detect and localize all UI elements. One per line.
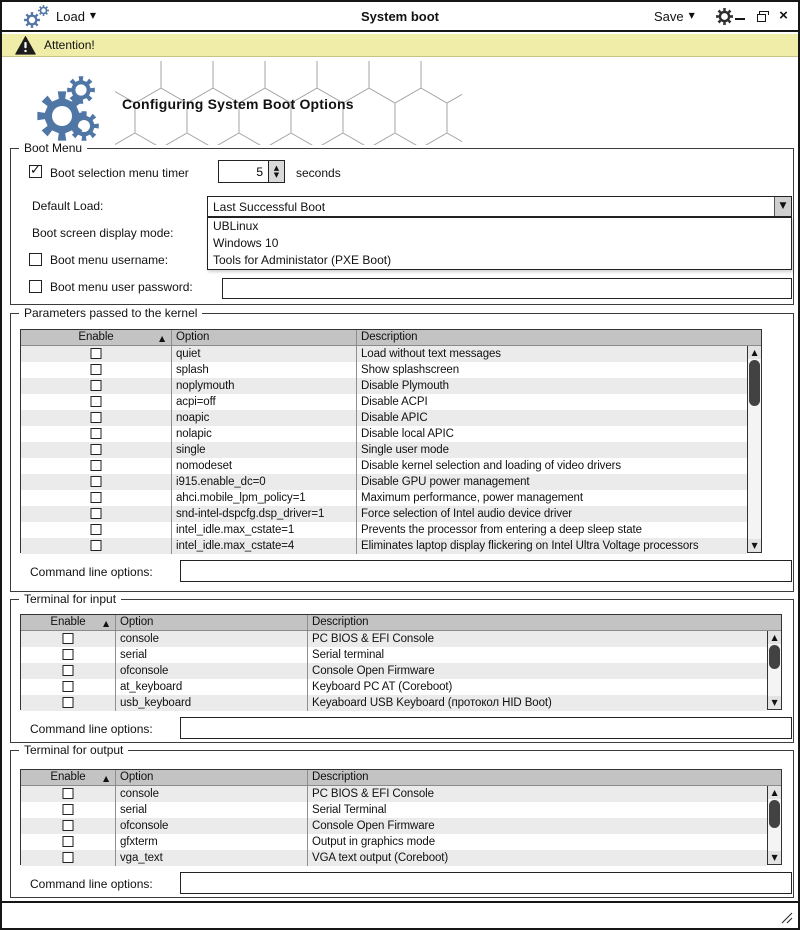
minimize-icon [735, 18, 745, 20]
option-cell: snd-intel-dspcfg.dsp_driver=1 [172, 506, 357, 522]
description-cell: Console Open Firmware [312, 820, 435, 832]
description-cell: Force selection of Intel audio device driver [361, 508, 573, 520]
enable-cell [21, 522, 172, 538]
kernel-params-group [10, 306, 794, 592]
combobox-value: Last Successful Boot [213, 199, 326, 214]
enable-checkbox[interactable] [91, 364, 102, 375]
boot-timer-label: Boot selection menu timer [50, 166, 189, 180]
option-cell: quiet [172, 346, 357, 362]
enable-checkbox[interactable] [63, 697, 74, 708]
option-cell: serial [116, 647, 308, 663]
attention-banner [2, 34, 798, 57]
chevron-down-icon: ▼ [688, 11, 695, 20]
table-row[interactable] [21, 378, 747, 394]
enable-checkbox[interactable] [63, 820, 74, 831]
small-gear-icon [67, 76, 95, 104]
enable-checkbox[interactable] [91, 380, 102, 391]
option-cell: serial [116, 802, 308, 818]
table-row[interactable] [21, 442, 747, 458]
option-cell: intel_idle.max_cstate=1 [172, 522, 357, 538]
enable-column-header[interactable]: Enable ▲ [21, 330, 172, 345]
enable-checkbox[interactable] [63, 836, 74, 847]
spin-up-icon: ▲ [273, 163, 280, 172]
terminal-output-legend: Terminal for output [19, 743, 128, 757]
enable-checkbox[interactable] [91, 492, 102, 503]
triangle-up-icon: ▲ [771, 787, 778, 797]
description-cell: Prevents the processor from entering a deep sleep state [361, 524, 642, 536]
enable-cell [21, 506, 172, 522]
resize-grip-icon[interactable] [781, 912, 793, 924]
table-row[interactable] [21, 410, 747, 426]
description-cell: Keyaboard USB Keyboard (протокол HID Boot) [312, 697, 552, 709]
kernel-cmdline-input[interactable] [180, 560, 792, 582]
enable-cell [21, 394, 172, 410]
description-cell: Disable GPU power management [361, 476, 530, 488]
description-cell: Load without text messages [361, 348, 501, 360]
password-input[interactable] [222, 278, 792, 299]
enable-cell [21, 538, 172, 554]
description-cell: Single user mode [361, 444, 449, 456]
enable-cell [21, 695, 116, 711]
enable-cell [21, 458, 172, 474]
table-row[interactable] [21, 490, 747, 506]
table-row[interactable] [21, 786, 767, 802]
enable-checkbox[interactable] [63, 665, 74, 676]
enable-cell [21, 834, 116, 850]
cmdline-label: Command line options: [30, 877, 153, 891]
enable-cell [21, 410, 172, 426]
table-row[interactable] [21, 346, 747, 362]
timer-spinner [218, 160, 285, 183]
combobox-dropdown-button[interactable] [774, 197, 791, 216]
table-row[interactable] [21, 631, 767, 647]
enable-column-header[interactable]: Enable ▲ [21, 615, 116, 630]
enable-checkbox[interactable] [91, 476, 102, 487]
description-cell: Disable Plymouth [361, 380, 449, 392]
option-cell: ofconsole [116, 818, 308, 834]
load-menu-button[interactable] [56, 2, 96, 30]
description-cell: PC BIOS & EFI Console [312, 788, 434, 800]
enable-checkbox[interactable] [91, 396, 102, 407]
enable-checkbox[interactable] [63, 681, 74, 692]
enable-checkbox[interactable] [91, 428, 102, 439]
password-checkbox[interactable] [29, 280, 42, 293]
kernel-params-legend: Parameters passed to the kernel [19, 306, 202, 320]
enable-cell [21, 442, 172, 458]
terminal-input-cmdline-input[interactable] [180, 717, 792, 739]
scroll-down-button[interactable] [748, 539, 761, 552]
option-cell: splash [172, 362, 357, 378]
option-cell: ofconsole [116, 663, 308, 679]
option-cell: nolapic [172, 426, 357, 442]
description-cell: Serial terminal [312, 649, 384, 661]
enable-checkbox[interactable] [63, 852, 74, 863]
terminal-input-group [10, 592, 794, 743]
enable-column-header[interactable]: Enable ▲ [21, 770, 116, 785]
table-row[interactable] [21, 394, 747, 410]
close-button[interactable] [777, 9, 790, 23]
description-cell: Disable kernel selection and loading of video drivers [361, 460, 621, 472]
description-cell: Output in graphics mode [312, 836, 435, 848]
table-row[interactable] [21, 522, 747, 538]
default-load-label: Default Load: [32, 199, 104, 213]
enable-cell [21, 346, 172, 362]
small-gear-icon [69, 111, 99, 141]
enable-cell [21, 631, 116, 647]
option-cell: noapic [172, 410, 357, 426]
description-cell: Keyboard PC AT (Coreboot) [312, 681, 453, 693]
option-cell: console [116, 631, 308, 647]
username-checkbox[interactable] [29, 253, 42, 266]
description-cell: VGA text output (Coreboot) [312, 852, 449, 864]
enable-checkbox[interactable] [91, 444, 102, 455]
table-row[interactable] [21, 802, 767, 818]
description-cell: Show splashscreen [361, 364, 460, 376]
scroll-up-button[interactable] [748, 346, 761, 359]
maximize-button[interactable] [755, 9, 768, 23]
triangle-down-icon: ▼ [771, 852, 778, 862]
table-header [21, 330, 761, 346]
sort-ascending-icon: ▲ [102, 619, 109, 628]
table-header [21, 770, 781, 786]
cmdline-label: Command line options: [30, 722, 153, 736]
default-load-dropdown-list [207, 217, 792, 270]
boot-menu-group [10, 141, 794, 305]
boot-timer-checkbox[interactable] [29, 165, 42, 178]
attention-label: Attention! [44, 38, 95, 52]
enable-checkbox[interactable] [63, 649, 74, 660]
option-column-header[interactable]: Option [172, 330, 357, 345]
terminal-input-table [20, 614, 782, 710]
description-cell: Console Open Firmware [312, 665, 435, 677]
option-column-header[interactable]: Option [116, 770, 308, 785]
enable-cell [21, 786, 116, 802]
option-cell: vga_text [116, 850, 308, 866]
description-cell: Disable APIC [361, 412, 428, 424]
chevron-down-icon: ▼ [89, 11, 97, 20]
option-cell: gfxterm [116, 834, 308, 850]
terminal-output-cmdline-input[interactable] [180, 872, 792, 894]
scroll-up-button[interactable] [768, 631, 781, 644]
description-cell: PC BIOS & EFI Console [312, 633, 434, 645]
dropdown-option[interactable]: Windows 10 [213, 236, 279, 250]
terminal-output-group [10, 743, 794, 898]
enable-checkbox[interactable] [91, 524, 102, 535]
option-cell: nomodeset [172, 458, 357, 474]
description-column-header[interactable]: Description [361, 331, 418, 343]
timer-value-input[interactable] [219, 161, 268, 182]
window-title: System boot [360, 8, 439, 24]
vertical-scrollbar[interactable] [747, 346, 761, 552]
vertical-scrollbar[interactable] [767, 786, 781, 864]
timer-unit-label: seconds [296, 166, 341, 180]
option-cell: console [116, 786, 308, 802]
enable-checkbox[interactable] [63, 633, 74, 644]
page-title: Configuring System Boot Options [122, 96, 354, 112]
enable-cell [21, 663, 116, 679]
table-row[interactable] [21, 458, 747, 474]
triangle-up-icon: ▲ [771, 632, 778, 642]
enable-checkbox[interactable] [91, 460, 102, 471]
load-label: Load [56, 8, 85, 24]
scroll-down-button[interactable] [768, 851, 781, 864]
option-cell: at_keyboard [116, 679, 308, 695]
scrollbar-thumb[interactable] [749, 360, 760, 406]
table-row[interactable] [21, 695, 767, 711]
description-cell: Disable local APIC [361, 428, 454, 440]
table-row[interactable] [21, 426, 747, 442]
table-row[interactable] [21, 506, 747, 522]
display-mode-label: Boot screen display mode: [32, 226, 174, 240]
enable-cell [21, 362, 172, 378]
enable-checkbox[interactable] [91, 412, 102, 423]
enable-cell [21, 850, 116, 866]
table-row[interactable] [21, 362, 747, 378]
kernel-params-table [20, 329, 762, 553]
boot-menu-legend: Boot Menu [19, 141, 87, 155]
enable-cell [21, 490, 172, 506]
settings-button[interactable] [716, 2, 733, 30]
dropdown-option[interactable]: UBLinux [213, 219, 259, 233]
save-menu-button[interactable] [654, 2, 695, 30]
minimize-button[interactable] [733, 9, 746, 23]
username-label: Boot menu username: [50, 253, 169, 267]
sort-ascending-icon: ▲ [102, 774, 109, 783]
page-header [2, 58, 798, 145]
option-cell: intel_idle.max_cstate=4 [172, 538, 357, 554]
enable-cell [21, 679, 116, 695]
option-cell: ahci.mobile_lpm_policy=1 [172, 490, 357, 506]
triangle-down-icon: ▼ [751, 540, 758, 550]
save-label: Save [654, 8, 684, 24]
enable-checkbox[interactable] [63, 804, 74, 815]
enable-checkbox[interactable] [91, 348, 102, 359]
scrollbar-thumb[interactable] [769, 800, 780, 828]
enable-checkbox[interactable] [63, 788, 74, 799]
app-gears-icon [24, 5, 56, 30]
terminal-input-legend: Terminal for input [19, 592, 121, 606]
description-cell: Maximum performance, power management [361, 492, 583, 504]
table-row[interactable] [21, 474, 747, 490]
table-row[interactable] [21, 663, 767, 679]
description-cell: Disable ACPI [361, 396, 428, 408]
spin-down-icon: ▼ [273, 170, 280, 179]
enable-checkbox[interactable] [91, 508, 102, 519]
gear-icon [716, 8, 733, 25]
spinner-buttons[interactable] [268, 161, 284, 182]
terminal-output-table [20, 769, 782, 865]
scroll-up-button[interactable] [768, 786, 781, 799]
table-row[interactable] [21, 679, 767, 695]
default-load-combobox[interactable] [207, 196, 792, 217]
vertical-scrollbar[interactable] [767, 631, 781, 709]
option-cell: acpi=off [172, 394, 357, 410]
description-cell: Eliminates laptop display flickering on Intel Ultra Voltage processors [361, 540, 699, 552]
description-column-header[interactable]: Description [312, 616, 369, 628]
close-icon: × [779, 7, 788, 24]
status-bar [2, 901, 798, 928]
table-header [21, 615, 781, 631]
chevron-down-icon: ▼ [779, 201, 787, 211]
maximize-icon [757, 14, 766, 22]
option-cell: usb_keyboard [116, 695, 308, 711]
table-row[interactable] [21, 850, 767, 866]
enable-cell [21, 474, 172, 490]
scroll-down-button[interactable] [768, 696, 781, 709]
option-cell: single [172, 442, 357, 458]
title-bar [2, 2, 798, 32]
password-label: Boot menu user password: [50, 280, 193, 294]
table-row[interactable] [21, 834, 767, 850]
table-row[interactable] [21, 538, 747, 554]
triangle-up-icon: ▲ [751, 347, 758, 357]
table-row[interactable] [21, 818, 767, 834]
triangle-down-icon: ▼ [771, 697, 778, 707]
warning-triangle-icon [15, 36, 36, 55]
dropdown-option[interactable]: Tools for Administator (PXE Boot) [213, 253, 392, 267]
enable-cell [21, 647, 116, 663]
option-column-header[interactable]: Option [116, 615, 308, 630]
enable-cell [21, 802, 116, 818]
sort-ascending-icon: ▲ [158, 334, 165, 343]
enable-cell [21, 426, 172, 442]
description-cell: Serial Terminal [312, 804, 387, 816]
enable-cell [21, 378, 172, 394]
table-row[interactable] [21, 647, 767, 663]
scrollbar-thumb[interactable] [769, 645, 780, 669]
option-cell: noplymouth [172, 378, 357, 394]
option-cell: i915.enable_dc=0 [172, 474, 357, 490]
cmdline-label: Command line options: [30, 565, 153, 579]
description-column-header[interactable]: Description [312, 771, 369, 783]
enable-checkbox[interactable] [91, 540, 102, 551]
enable-cell [21, 818, 116, 834]
